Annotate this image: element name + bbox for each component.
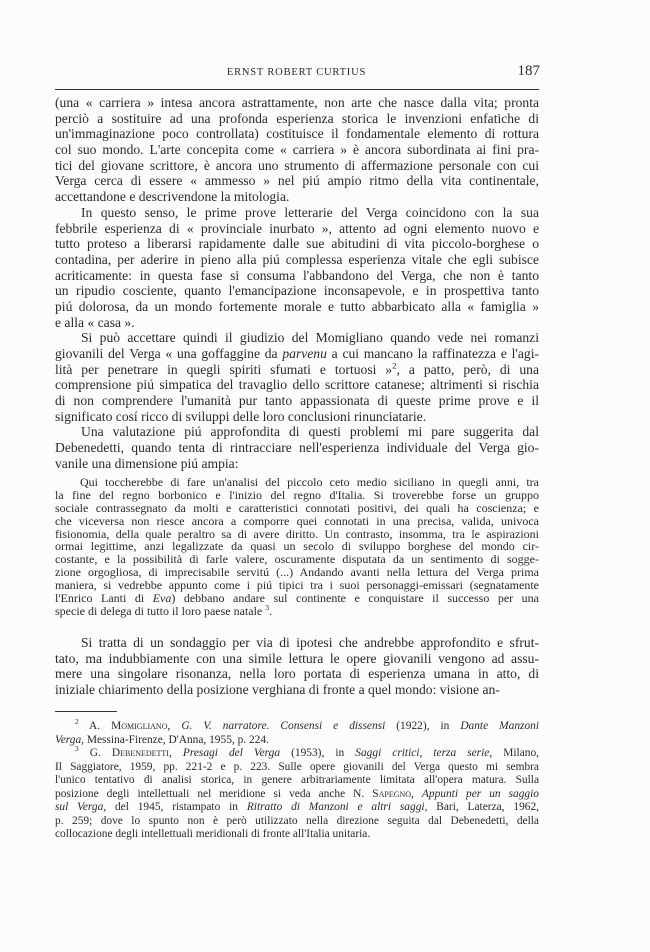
italic-text: Presagi del Verga: [182, 747, 281, 759]
text-line: [55, 788, 539, 802]
italic-text: Ritratto di Manzoni e altri saggi: [246, 801, 425, 813]
text-line: [55, 602, 539, 618]
text-line: [55, 761, 539, 775]
text-line: [55, 744, 539, 761]
text-line: [55, 252, 539, 268]
text-segment: A.: [78, 720, 112, 732]
footnote-marker: 3: [75, 744, 79, 754]
text-segment: acriticamente: in questa fase si consuma l'abbandono del Verga, che non è tanto: [55, 267, 539, 283]
text-segment: p. 259; dove lo spunto non è però utilizzato nella direzione seguita dal Debenedetti, della: [55, 814, 539, 827]
footnote-rule: [55, 711, 117, 712]
text-segment: contadina, per aderire in pieno alla piú complessa esperienza vitale che egli subisce: [55, 251, 539, 267]
text-line: [55, 299, 539, 315]
text-line: [55, 221, 539, 237]
text-segment: febbrile esperienza di « provinciale inurbato », attento ad ogni elemento nuovo e: [55, 220, 539, 236]
text-segment: (1953), in: [280, 747, 356, 759]
text-line: [55, 111, 539, 127]
text-line: [55, 456, 539, 472]
text-segment: , del 1945, ristampato in: [103, 801, 247, 813]
text-segment: piú dolorosa, da un mondo fortemente morale e tutto abbarbicato alla « famiglia »: [55, 298, 539, 314]
text-line: [55, 651, 539, 667]
text-segment: l'unico tentativo di analisi storica, in genere arbitrariamente limitata all'opera matura. Sulla: [55, 774, 539, 786]
text-line: [55, 268, 539, 284]
paragraph: [55, 717, 540, 747]
footnote-marker: 3: [265, 602, 270, 612]
text-line: [55, 173, 539, 189]
text-segment: perciò a sostituire ad una profonda esperienza storica le invenzioni enfatiche di: [55, 110, 539, 126]
text-segment: che viceversa non riesce ancora a comporre quei connotati in una precisa, valida, univoca: [55, 513, 539, 528]
text-line: [55, 682, 539, 698]
italic-text: sul Verga: [55, 801, 104, 813]
text-segment: comprensione piú simpatica del travaglio dello scrittore catanese; altrimenti si rischia: [55, 377, 539, 393]
paragraph: [55, 424, 539, 471]
text-segment: col suo mondo. L'arte concepita come « carriera » è ancora subordinata ai fini pra-: [55, 142, 539, 158]
text-line: [55, 126, 539, 142]
text-segment: G.: [78, 747, 112, 759]
italic-text: Saggi critici, terza serie: [355, 747, 490, 759]
running-header: ERNST ROBERT CURTIUS: [226, 67, 367, 78]
text-segment: sociale contrassegnato da molti e caratteristici connotati positivi, dei quali ha coscienza; e: [55, 500, 539, 515]
text-line: [55, 666, 539, 682]
text-line: [55, 815, 539, 829]
footnote-marker: 2: [75, 717, 79, 727]
text-segment: specie di delega di tutto il loro paese natale: [55, 603, 266, 618]
text-line: [55, 283, 539, 299]
text-line: [55, 409, 539, 425]
paragraph: [55, 635, 539, 698]
text-line: [55, 801, 539, 815]
text-line: [55, 330, 539, 346]
text-segment: (una « carriera » intesa ancora astrattamente, non arte che nasce dalla vita; pronta: [55, 95, 539, 110]
text-segment: l'Enrico Lanti di: [55, 591, 153, 606]
italic-text: Eva: [152, 591, 172, 606]
italic-text: G. V. narratore. Consensi e dissensi: [181, 720, 386, 732]
text-line: [55, 424, 539, 440]
text-segment: iniziale chiarimento della posizione verghiana di fronte a quel mondo: visione an-: [55, 682, 500, 698]
text-segment: maniera, si vedrebbe appunto come i piú tipici tra i suoi personaggi-emissari (segnatamente: [55, 578, 539, 593]
paragraph: [55, 476, 539, 618]
text-segment: Qui toccherebbe di fare un'analisi del piccolo ceto medio siciliano in quegli anni, tra: [80, 475, 539, 489]
text-segment: significato cosí ricco di sviluppi delle loro conclusioni rinunciatarie.: [55, 408, 427, 424]
footnotes: [55, 717, 540, 842]
text-segment: e alla « casa ».: [55, 314, 135, 330]
text-segment: Una valutazione piú approfondita di questi problemi mi pare suggerita dal: [81, 424, 539, 440]
text-line: [55, 158, 539, 174]
footnote-marker: 2: [392, 360, 397, 371]
text-segment: Debenedetti, quando tenta di rintracciare nell'esperienza individuale del Verga gio-: [55, 440, 539, 456]
text-segment: , Milano,: [489, 747, 539, 759]
text-segment: costante, e la possibilità di farle valere, oscuramente disputata da un sentimento di sogge-: [55, 552, 539, 567]
text-line: [55, 205, 539, 221]
italic-text: Appunti per un saggio: [421, 787, 539, 800]
paragraph: [55, 95, 539, 205]
block-quote: [55, 476, 539, 618]
text-segment: un ripudio cosciente, quanto l'emancipazione inconsapevole, e in prospettiva tanto: [55, 283, 539, 299]
text-segment: ormai legittime, anzi legalizzate da quasi un secolo di sviluppo borghese del mondo cir-: [55, 539, 539, 554]
italic-text: Verga: [55, 733, 82, 746]
text-line: [55, 393, 539, 409]
paragraph: [55, 205, 539, 331]
text-segment: la fine del regno borbonico e l'inizio del regno d'Italia. Si troverebbe forse un gruppo: [55, 487, 539, 502]
italic-text: parvenu: [282, 346, 327, 361]
text-line: [55, 95, 539, 111]
text-line: [55, 828, 539, 842]
text-segment: un'immaginazione poco controllata) costituisce il fondamentale elemento di rottura: [55, 126, 539, 142]
text-segment: ,: [411, 787, 422, 800]
text-segment: Il Saggiatore, 1959, pp. 221-2 e p. 223. Sulle opere giovanili del Verga questo mi sembra: [55, 760, 539, 773]
text-line: [55, 635, 539, 651]
text-segment: giovanili del Verga « una goffaggine da: [55, 346, 283, 361]
text-line: [55, 236, 539, 252]
text-segment: zione orgogliosa, di imprecisabile servitú (...) Andando avanti nella lettura del Verga prima: [55, 565, 539, 580]
text-segment: In questo senso, le prime prove letterarie del Verga coincidono con la sua: [81, 204, 539, 220]
text-line: [55, 142, 539, 158]
body-text-upper: [55, 95, 539, 472]
text-segment: , Bari, Laterza, 1962,: [424, 801, 540, 813]
text-line: [55, 362, 539, 378]
header-rule: [55, 89, 539, 90]
body-text-lower: [55, 635, 539, 698]
text-line: [55, 377, 539, 393]
text-segment: mere una singolare risonanza, nella loro portata di esperienza umana in atto, di: [55, 666, 539, 682]
paragraph: [55, 330, 539, 424]
text-segment: .: [269, 603, 273, 618]
text-segment: ) debbano andare sul continente e conquistare il successo per una: [171, 591, 540, 606]
text-segment: ,: [168, 747, 183, 759]
text-segment: fisionomia, della quale peraltro sa di avere diritto. Un contrasto, insomma, tra le aspirazioni: [55, 526, 539, 541]
text-line: [55, 734, 539, 748]
text-segment: ,: [167, 720, 182, 732]
text-segment: (1922), in: [385, 720, 461, 732]
text-segment: tutto proteso a liberarsi rapidamente dalle sue abitudini di vita piccolo-borghese o: [55, 236, 539, 252]
text-line: [55, 189, 539, 205]
text-segment: tici del giovane scrittore, è ancora uno strumento di affermazione personale con cui: [55, 157, 539, 173]
text-segment: accettandone e descrivendone la mitologia.: [55, 189, 290, 205]
paragraph: [55, 744, 540, 842]
text-segment: a cui mancano la raffinatezza e l'agi-: [326, 346, 539, 361]
text-segment: Si può accettare quindi il giudizio del Momigliano quando vede nei romanzi: [81, 330, 539, 346]
text-segment: lità per penetrare in quegli spiriti sfumati e tortuosi »: [55, 361, 393, 377]
text-segment: posizione degli intellettuali nel meridione si veda anche N.: [55, 787, 373, 800]
author-name: Momigliano: [111, 720, 168, 732]
text-segment: Verga cerca di essere « ammesso » nel piú ampio ritmo della vita continentale,: [55, 173, 539, 189]
text-segment: , a patto, però, di una: [396, 361, 539, 377]
text-line: [55, 440, 539, 456]
italic-text: Dante Manzoni: [460, 720, 540, 732]
text-line: [55, 774, 539, 788]
text-segment: collocazione degli intellettuali meridionali di fronte all'Italia unitaria.: [55, 828, 371, 840]
text-line: [55, 315, 539, 331]
text-segment: di non comprendere l'umanità pur tanto appassionata di queste prime prove e il: [55, 393, 539, 409]
page-number: 187: [517, 63, 540, 79]
author-name: Sapegno: [372, 787, 412, 800]
text-segment: vanile una dimensione piú ampia:: [55, 455, 239, 471]
text-line: [55, 717, 540, 734]
author-name: Debenedetti: [111, 747, 169, 759]
text-segment: Si tratta di un sondaggio per via di ipotesi che andrebbe approfondito e sfrut-: [81, 635, 539, 650]
text-segment: , Messina-Firenze, D'Anna, 1955, p. 224.: [81, 733, 269, 746]
text-line: [55, 346, 539, 362]
text-segment: tato, ma indubbiamente con una simile lettura le opere giovanili vengono ad assu-: [55, 650, 539, 666]
